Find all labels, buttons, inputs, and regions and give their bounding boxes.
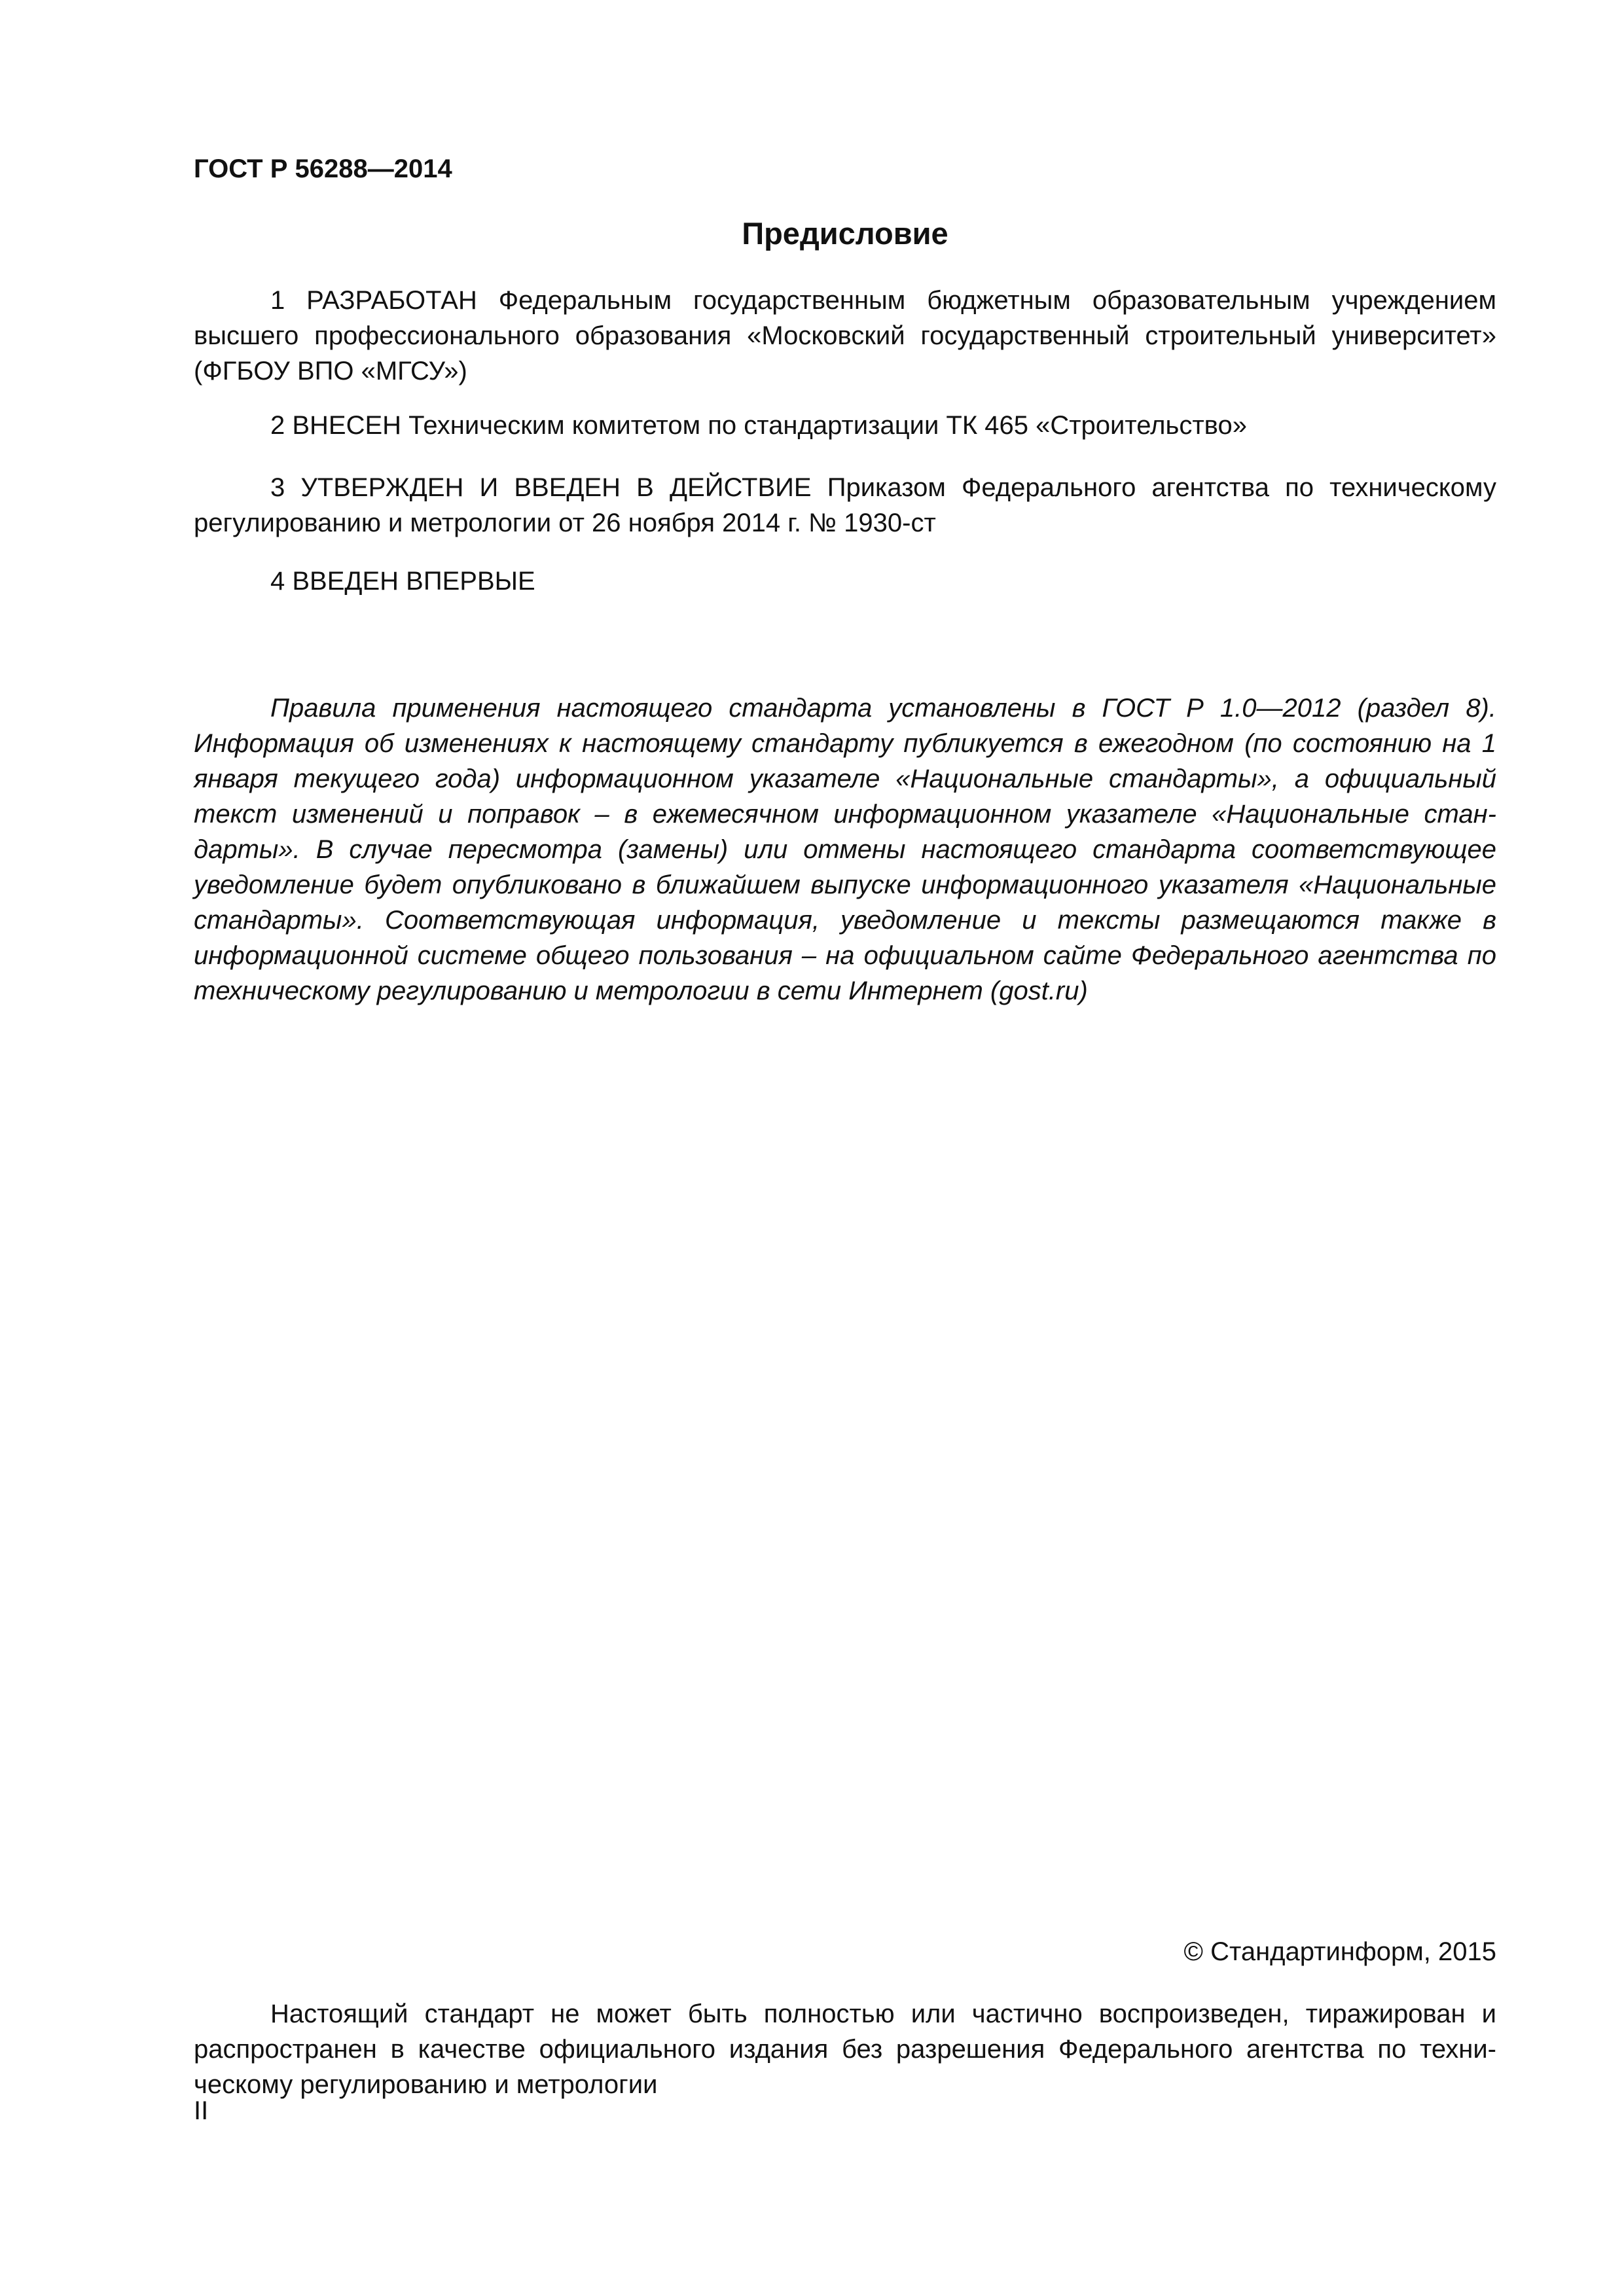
copyright-line: © Стандартинформ, 2015 bbox=[1183, 1937, 1496, 1966]
preface-item-4: 4 ВВЕДЕН ВПЕРВЫЕ bbox=[270, 567, 535, 596]
reproduction-notice: Настоящий стандарт не может быть полностью или частично воспроизведен, тиражирован и распространен в качестве официального издания без разрешения Федерального агентства по техническому регулированию и метрологии bbox=[194, 2000, 1496, 2099]
application-rules-notice: Правила применения настоящего стандарта установлены в ГОСТ Р 1.0—2012 (раздел 8). Информация об изменениях к настоящему стандарту публикуется в ежегодном (по состоянию на 1 января текущего года) информационном указателе «Национальные стандарты», а официальный текст изменений и поправок – в ежемесячном информационном указателе «Национальные стандарты». В случае пересмотра (замены) или отмены настоящего стандарта соответствующее уведомление будет опубликовано в ближайшем выпуске информационного указателя «Национальные стандарты». Соответствующая информация, уведомление и тексты размещаются также в информационной системе общего пользования – на официальном сайте Федерального агентства по техническому регулированию и метрологии в сети Интернет (gost.ru) bbox=[194, 694, 1496, 1005]
preface-item-3: 3 УТВЕРЖДЕН И ВВЕДЕН В ДЕЙСТВИЕ Приказом Федерального агентства по техническому регулированию и метрологии от 26 ноября 2014 г. № 1930-ст bbox=[194, 473, 1496, 537]
page-title: Предисловие bbox=[742, 216, 948, 251]
page-number: II bbox=[194, 2096, 209, 2125]
preface-item-2: 2 ВНЕСЕН Техническим комитетом по стандартизации ТК 465 «Строительство» bbox=[270, 411, 1247, 440]
preface-item-1: 1 РАЗРАБОТАН Федеральным государственным бюджетным образовательным учреждением высшего профессионального образования «Московский государственный строительный университет» (ФГБОУ ВПО «МГСУ») bbox=[194, 286, 1496, 386]
document-id: ГОСТ Р 56288—2014 bbox=[194, 154, 452, 183]
